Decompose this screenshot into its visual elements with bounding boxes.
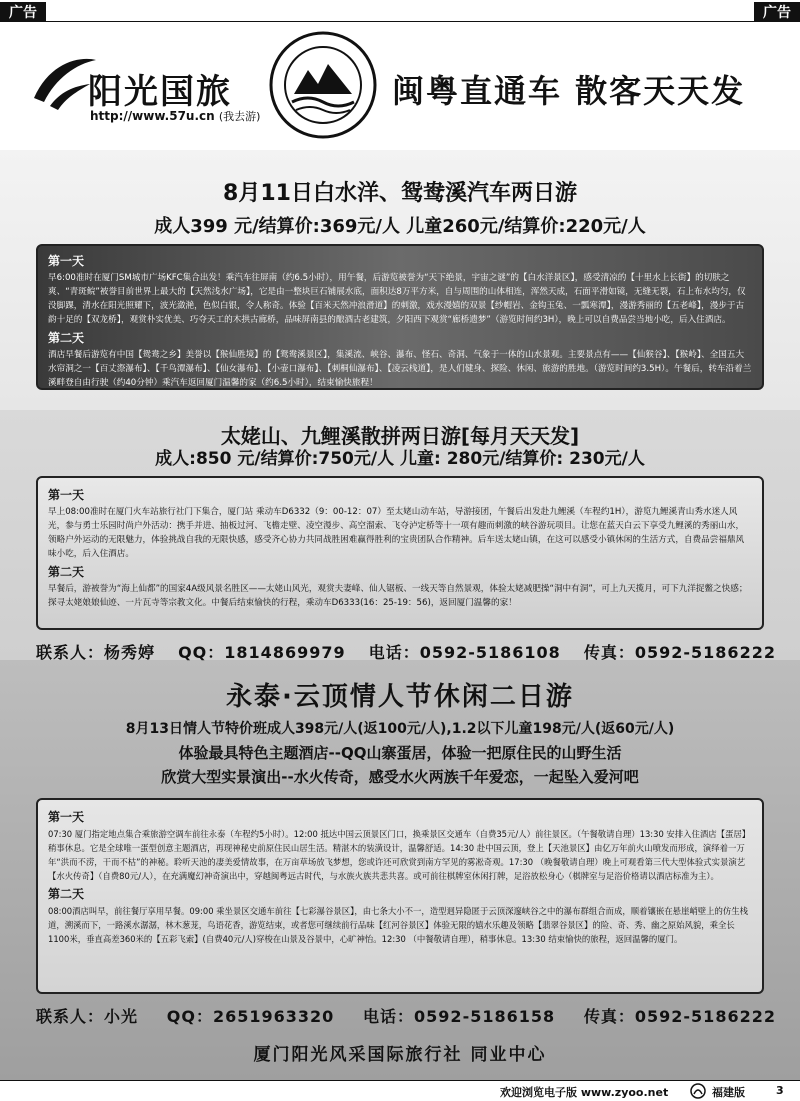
contact1-person: 联系人：杨秀婷 bbox=[36, 643, 156, 662]
header bbox=[0, 22, 800, 150]
tour1-title: 8月11日白水洋、鸳鸯溪汽车两日游 bbox=[223, 181, 577, 206]
tour2-itinerary-box bbox=[36, 476, 764, 630]
contact1-fax: 传真：0592-5186222 bbox=[583, 643, 776, 662]
tour3-highlight-2: 欣赏大型实景演出--水火传奇，感受水火两族千年爱恋，一起坠入爱河吧 bbox=[161, 768, 639, 786]
tour1-day2-text: 酒店早餐后游览有中国【鸳鸯之乡】美誉以【猴仙胜境】的【鸳鸯溪景区】，集溪流、峡谷、瀑布、怪石、奇洞、气象于一体的山水景观。主要景点有——【仙猴谷】、【猴岭】、全国五大水帘洞之一【百丈漈瀑布】、【千鸟潭瀑布】、【仙女瀑布】、【小壶口瀑布】、【刺桐仙瀑布】、【凌云栈道】，是人们健身、探险、休闲、旅游的胜地。（游览时间约3.5H）。午餐后，转车沿着兰溪畔登自由行驶（约40分钟）乘汽车返回厦门温馨的家（约6.5小时），结束愉快旅程！ bbox=[48, 350, 752, 388]
contact2-phone: 电话：0592-5186158 bbox=[363, 1007, 556, 1026]
tour2-day2-text: 早餐后，游被誉为“海上仙都”的国家4A级风景名胜区——太姥山风光，观赏夫妻峰、仙人锯板、一线天等自然景观，体验太姥减肥操“洞中有洞”，可上九天揽月，可下九洋捉鳖之快感；探寻太姥娘娘仙迹、一片瓦寺等宗教文化。中餐后结束愉快的行程，乘动车D6333(16：25-19：56)，返回厦门温馨的家！ bbox=[48, 584, 748, 608]
tour2-price: 成人:850 元/结算价:750元/人 儿童: 280元/结算价: 230元/人 bbox=[155, 449, 645, 469]
contact1-phone: 电话：0592-5186108 bbox=[368, 643, 561, 662]
contact2-qq: QQ：2651963320 bbox=[166, 1007, 335, 1026]
contact-row-2 bbox=[36, 1004, 776, 1027]
contact-row-1 bbox=[36, 640, 776, 663]
logo-text: 阳光国旅 bbox=[88, 72, 232, 112]
tour3-day1-text: 07:30 厦门指定地点集合乘旅游空调车前往永泰（车程约5小时）。12:00 抵达中国云顶景区门口，换乘景区交通车（自费35元/人）前往景区。（午餐敬请自理）13:30 安排入住酒店【蛋居】稍事休息。它是全球唯一蛋型创意主题酒店，再现神秘史前原住民山居生活。精湛木的装潢设计，温馨舒适。14:30 赴中国云顶，登上【天池景区】由亿万年前火山喷发而形成，演绎着一万年“洪而不涝，干而不枯”的神秘。聆听天池的凄美爱情故事，在万亩草场放飞梦想，您或许还可欣赏到南方罕见的雾凇奇观。17:30 （晚餐敬请自理）晚上可观看第三代大型体验式实景演艺【水火传奇】（自费80元/人），在充满魔幻神奇演出中，穿越闽粤远古时代，与水族火族共悲共喜。或可前往棋牌室休闲打牌，足浴放松身心（棋牌室与足浴价格请以酒店标准为主）。 bbox=[48, 829, 751, 881]
ad-label-left: 广告 bbox=[0, 2, 46, 22]
tour3-itinerary-box bbox=[36, 798, 764, 994]
contact2-fax: 传真：0592-5186222 bbox=[583, 1007, 776, 1026]
tour3-price: 8月13日情人节特价班成人398元/人(返100元/人),1.2以下儿童198元/人(返60元/人) bbox=[125, 721, 675, 737]
footer-edition: 福建版 bbox=[712, 1086, 745, 1099]
seal-logo-icon bbox=[268, 30, 378, 140]
tour2-day2-label: 第二天 bbox=[48, 565, 85, 579]
tour3-highlight-1: 体验最具特色主题酒店--QQ山寨蛋居，体验一把原住民的山野生活 bbox=[178, 744, 622, 762]
logo-url[interactable]: http://www.57u.cn (我去游) bbox=[90, 109, 261, 123]
tour1-price: 成人399 元/结算价:369元/人 儿童260元/结算价:220元/人 bbox=[154, 216, 646, 237]
tour1-day1-text: 早6:00准时在厦门SM城市广场KFC集合出发！乘汽车往屏南（约6.5小时），用午餐，后游览被誉为“天下绝景，宇宙之谜”的【白水洋景区】，感受清凉的【十里水上长街】的切肤之爽、“青斑鲩”被誉目前世界上最大的【天然浅水广场】，它是由一整块巨石铺展水底，面积达8万平方米，自与周围的山体相连，浑然天成，石面平滑如镜，无缝无裂，石上布水均匀，仅没脚踝，清水在阳光照耀下，波光潋滟，色似白银，令人称奇。体验【百米天然冲浪滑道】的刺激，戏水漫嬉的双景【纱帽岩、金钩玉兔、一瓢寒潭】，漫游秀丽的【五老峰】，漫步于古韵十足的【双龙桥】，观赏朴实优美、巧夺天工的木拱古廊桥，品味屏南县的酿酒古老建筑，夕阳西下观赏“廊桥遗梦”（游览时间约3H），晚上可以自费品尝当地小吃，后入住酒店。 bbox=[48, 273, 746, 325]
agency-name: 厦门阳光风采国际旅行社 同业中心 bbox=[253, 1045, 547, 1065]
tour1-day1-label: 第一天 bbox=[48, 254, 85, 268]
footer-page-number: 3 bbox=[776, 1084, 784, 1097]
tour2-title: 太姥山、九鲤溪散拼两日游[每月天天发] bbox=[220, 424, 580, 448]
footer-bar bbox=[0, 1080, 800, 1101]
tour1-itinerary-box bbox=[36, 244, 764, 390]
slogan: 闽粤直通车 散客天天发 bbox=[392, 72, 746, 110]
contact1-qq: QQ：1814869979 bbox=[178, 643, 346, 662]
tour3-day1-label: 第一天 bbox=[48, 810, 85, 824]
ad-label-right: 广告 bbox=[754, 2, 800, 22]
footer-site-text: 欢迎浏览电子版 www.zyoo.net bbox=[500, 1086, 669, 1099]
tour1-day2-label: 第二天 bbox=[48, 331, 85, 345]
contact2-person: 联系人：小光 bbox=[36, 1007, 139, 1026]
tour3-day2-text: 08:00酒店叫早，前往餐厅享用早餐。09:00 乘坐景区交通车前往【七彩瀑谷景区】，由七条大小不一，造型迥异隐匿于云顶深邃峡谷之中的瀑布群组合而成，顺着镶嵌在悬崖峭壁上的仿生栈道，溯溪而下，一路溪水潺潺，林木葱茏，鸟语花香，游览结束，或者您可继续前行品味【红河谷景区】体验无限的嬉水乐趣及领略【翡翠谷景区】的险、奇、秀、幽之原始风貌，乘全长1100米，垂直高差360米的【五彩飞索】(自费40元/人)穿梭在山景及谷景中，心旷神怡。12:30 （中餐敬请自理），稍事休息。13:30 结束愉快的旅程，返回温馨的厦门。 bbox=[48, 906, 748, 944]
tour3-title: 永泰·云顶情人节休闲二日游 bbox=[226, 682, 574, 712]
tour3-day2-label: 第二天 bbox=[48, 887, 85, 901]
tour2-day1-label: 第一天 bbox=[48, 488, 85, 502]
tour2-day1-text: 早上08:00准时在厦门火车站旅行社门下集合，厦门站 乘动车D6332（9：00-12：07）至太姥山动车站，导游接团，午餐后出发赴九鲤溪（车程约1H），游览九鲤溪青山秀水迷人风光，参与勇士乐园时尚户外活动：携手并进、抽板过河、飞檐走壁、凌空漫步、高空溜索、飞夺泸定桥等十一项有趣而刺激的峡谷游玩项目。让您在蓝天白云下享受九鲤溪的秀丽山水，领略户外运动的无限魅力，体验挑战自我的无限快感，感受齐心协力共同战胜困难赢得胜利的宝贵团队合作精神。后车送太姥山镇，在这可以感受小镇休闲的生活方式，自费品尝福鼎风味小吃，后入住酒店。 bbox=[48, 507, 745, 559]
footer-logo-icon bbox=[690, 1083, 706, 1099]
